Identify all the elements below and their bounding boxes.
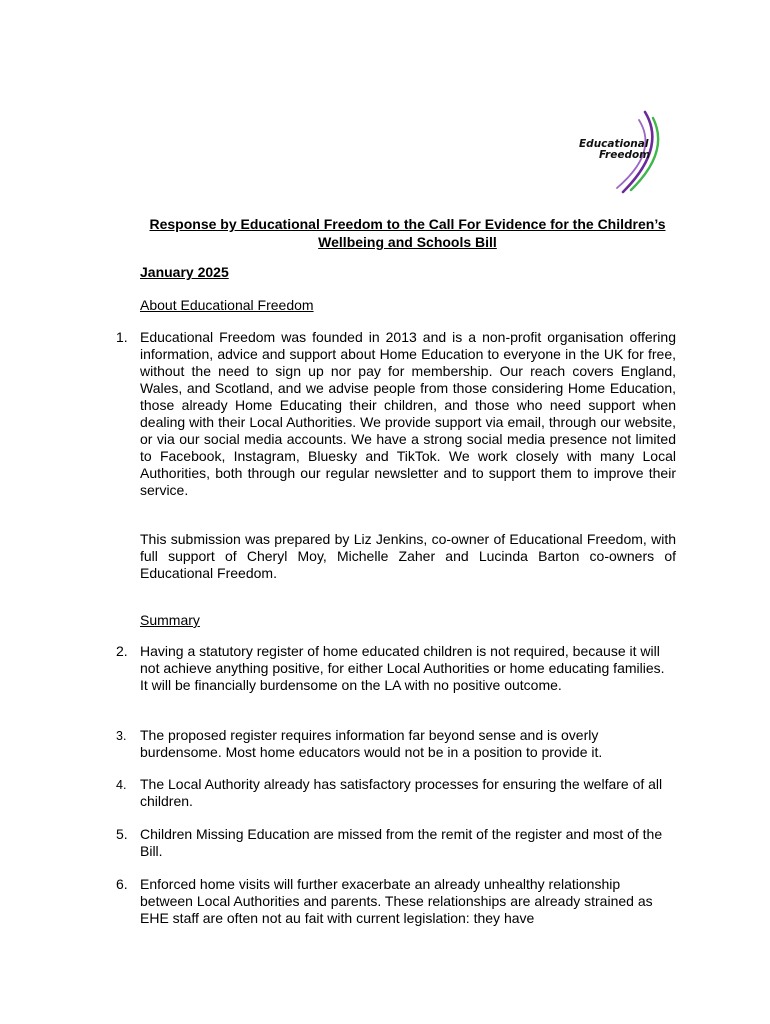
document-title: Response by Educational Freedom to the Call For Evidence for the Children’s Wellbeing and Schools Bill xyxy=(149,216,666,250)
item-text-2: Having a statutory register of home educated children is not required, because it will not achieve anything positive, for either Local Authorities or home educating families. It will be financially burdensome on the LA with no positive outcome. xyxy=(140,643,665,693)
item-number-6: 6. xyxy=(116,876,128,892)
summary-heading: Summary xyxy=(140,612,200,628)
logo-text-line2: Freedom xyxy=(599,149,651,161)
document-date: January 2025 xyxy=(140,264,229,280)
educational-freedom-logo xyxy=(575,108,670,196)
logo-text-line1: Educational xyxy=(579,138,649,150)
item-text-3: The proposed register requires information far beyond sense and is overly burdensome. Most home educators would not be in a position to provide it. xyxy=(140,727,603,760)
item-number-4: 4. xyxy=(116,778,127,792)
item-text-1: Educational Freedom was founded in 2013 and is a non-profit organisation offering information, advice and support about Home Education to everyone in the UK for free, without the need to sign up nor pay for membership. Our reach covers England, Wales, and Scotland, and we advise people from those considering Home Education, those already Home Educating their children, and those who need support when dealing with their Local Authorities. We provide support via email, through our website, or via our social media accounts. We have a strong social media presence not limited to Facebook, Instagram, Bluesky and TikTok. We work closely with many Local Authorities, both through our regular newsletter and to support them to improve their service. xyxy=(140,329,676,498)
submission-note: This submission was prepared by Liz Jenkins, co-owner of Educational Freedom, with full support of Cheryl Moy, Michelle Zaher and Lucinda Barton co-owners of Educational Freedom. xyxy=(140,531,676,581)
item-text-6: Enforced home visits will further exacerbate an already unhealthy relationship between Local Authorities and parents. These relationships are already strained as EHE staff are often not au fait with current legislation: they have xyxy=(140,876,653,926)
item-text-4: The Local Authority already has satisfactory processes for ensuring the welfare of all children. xyxy=(140,776,663,809)
item-number-2: 2. xyxy=(116,643,128,659)
item-number-1: 1. xyxy=(116,329,128,345)
item-number-5: 5. xyxy=(116,826,128,842)
item-text-5: Children Missing Education are missed from the remit of the register and most of the Bill. xyxy=(140,826,663,859)
item-number-3: 3. xyxy=(116,729,127,743)
about-heading: About Educational Freedom xyxy=(140,297,314,313)
